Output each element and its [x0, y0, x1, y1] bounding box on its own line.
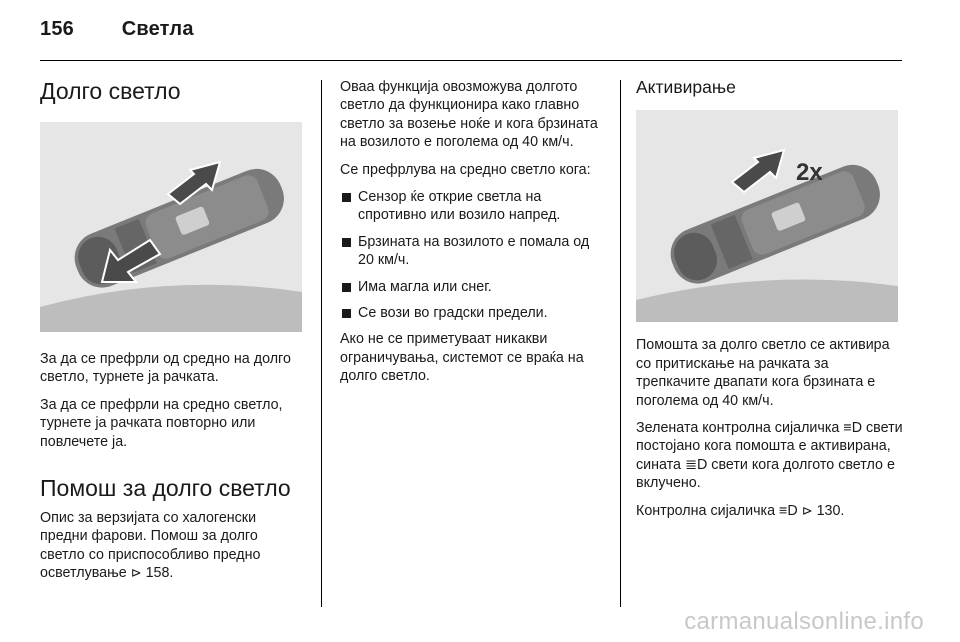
stalk-illustration-2x-svg — [636, 110, 898, 322]
section-heading-high-beam: Долго светло — [40, 78, 181, 104]
section-heading-high-beam-assist: Помош за долго светло — [40, 475, 291, 502]
middle-paragraph-2: Се префрлува на средно светло кога: — [340, 161, 591, 178]
page-number: 156 — [40, 18, 74, 40]
list-item: Сензор ќе открие светла на спротивно или возило напред. — [340, 188, 605, 225]
conditions-list — [340, 188, 605, 322]
stalk-illustration-svg — [40, 122, 302, 332]
right-column — [636, 72, 904, 530]
left-paragraph-3 — [40, 509, 305, 584]
left-column — [40, 72, 305, 593]
middle-paragraph-1: Оваа функција овозможува долгото светло да функционира како главно светло за возење ноќе и кога брзината на возилото е поголема од 40 км/ч. — [340, 79, 598, 151]
middle-column — [340, 78, 605, 395]
section-heading-activation: Активирање — [636, 77, 736, 97]
right-paragraph-1: Помошта за долго светло се активира со притискање на рачката за трепкачите двапати кога брзината е поголема од 40 км/ч. — [636, 337, 890, 409]
left-paragraph-1: За да се префрли од средно на долго светло, турнете ја рачката. — [40, 351, 291, 386]
watermark: carmanualsonline.info — [684, 608, 924, 635]
right-paragraph-2b: свети постојано кога помошта е активирана, сината — [636, 420, 903, 473]
press-twice-label: 2x — [796, 159, 823, 187]
page-header — [40, 18, 194, 41]
high-beam-assist-icon: ≡D — [779, 502, 798, 519]
right-paragraph-3a: Контролна сијаличка — [636, 502, 776, 519]
middle-paragraph-3: Ако не се приметуваат никакви ограничувања, системот се враќа на долго светло. — [340, 331, 584, 385]
right-paragraph-2c: свети кога долгото светло е вклучено. — [636, 456, 895, 492]
left-paragraph-2: За да се префрли на средно светло, турнете ја рачката повторно или повлечете ја. — [40, 396, 283, 450]
right-paragraph-3 — [636, 502, 904, 521]
right-paragraph-3-ref: 130. — [816, 502, 845, 519]
header-rule — [40, 60, 902, 61]
stalk-push-pull-illustration — [40, 122, 302, 332]
high-beam-icon: ≣D — [685, 456, 708, 473]
left-paragraph-3-ref: 158. — [145, 565, 174, 582]
right-paragraph-2a: Зелената контролна сијаличка — [636, 420, 840, 437]
column-divider-right — [620, 80, 621, 607]
right-paragraph-2 — [636, 419, 904, 493]
list-item: Има магла или снег. — [340, 278, 605, 296]
page-reference-arrow-icon: ⊳ — [130, 566, 142, 582]
stalk-double-push-illustration — [636, 110, 898, 322]
list-item: Брзината на возилото е помала од 20 км/ч. — [340, 233, 605, 270]
page-reference-arrow-icon: ⊳ — [801, 503, 813, 519]
page-section-title: Светла — [121, 18, 194, 40]
left-paragraph-3-text: Опис за верзијата со халогенски предни фарови. Помош за долго светло со приспособливо предно осветлување — [40, 510, 261, 582]
column-divider-left — [321, 80, 322, 607]
high-beam-assist-icon: ≡D — [843, 420, 863, 437]
list-item: Се вози во градски предели. — [340, 304, 605, 322]
